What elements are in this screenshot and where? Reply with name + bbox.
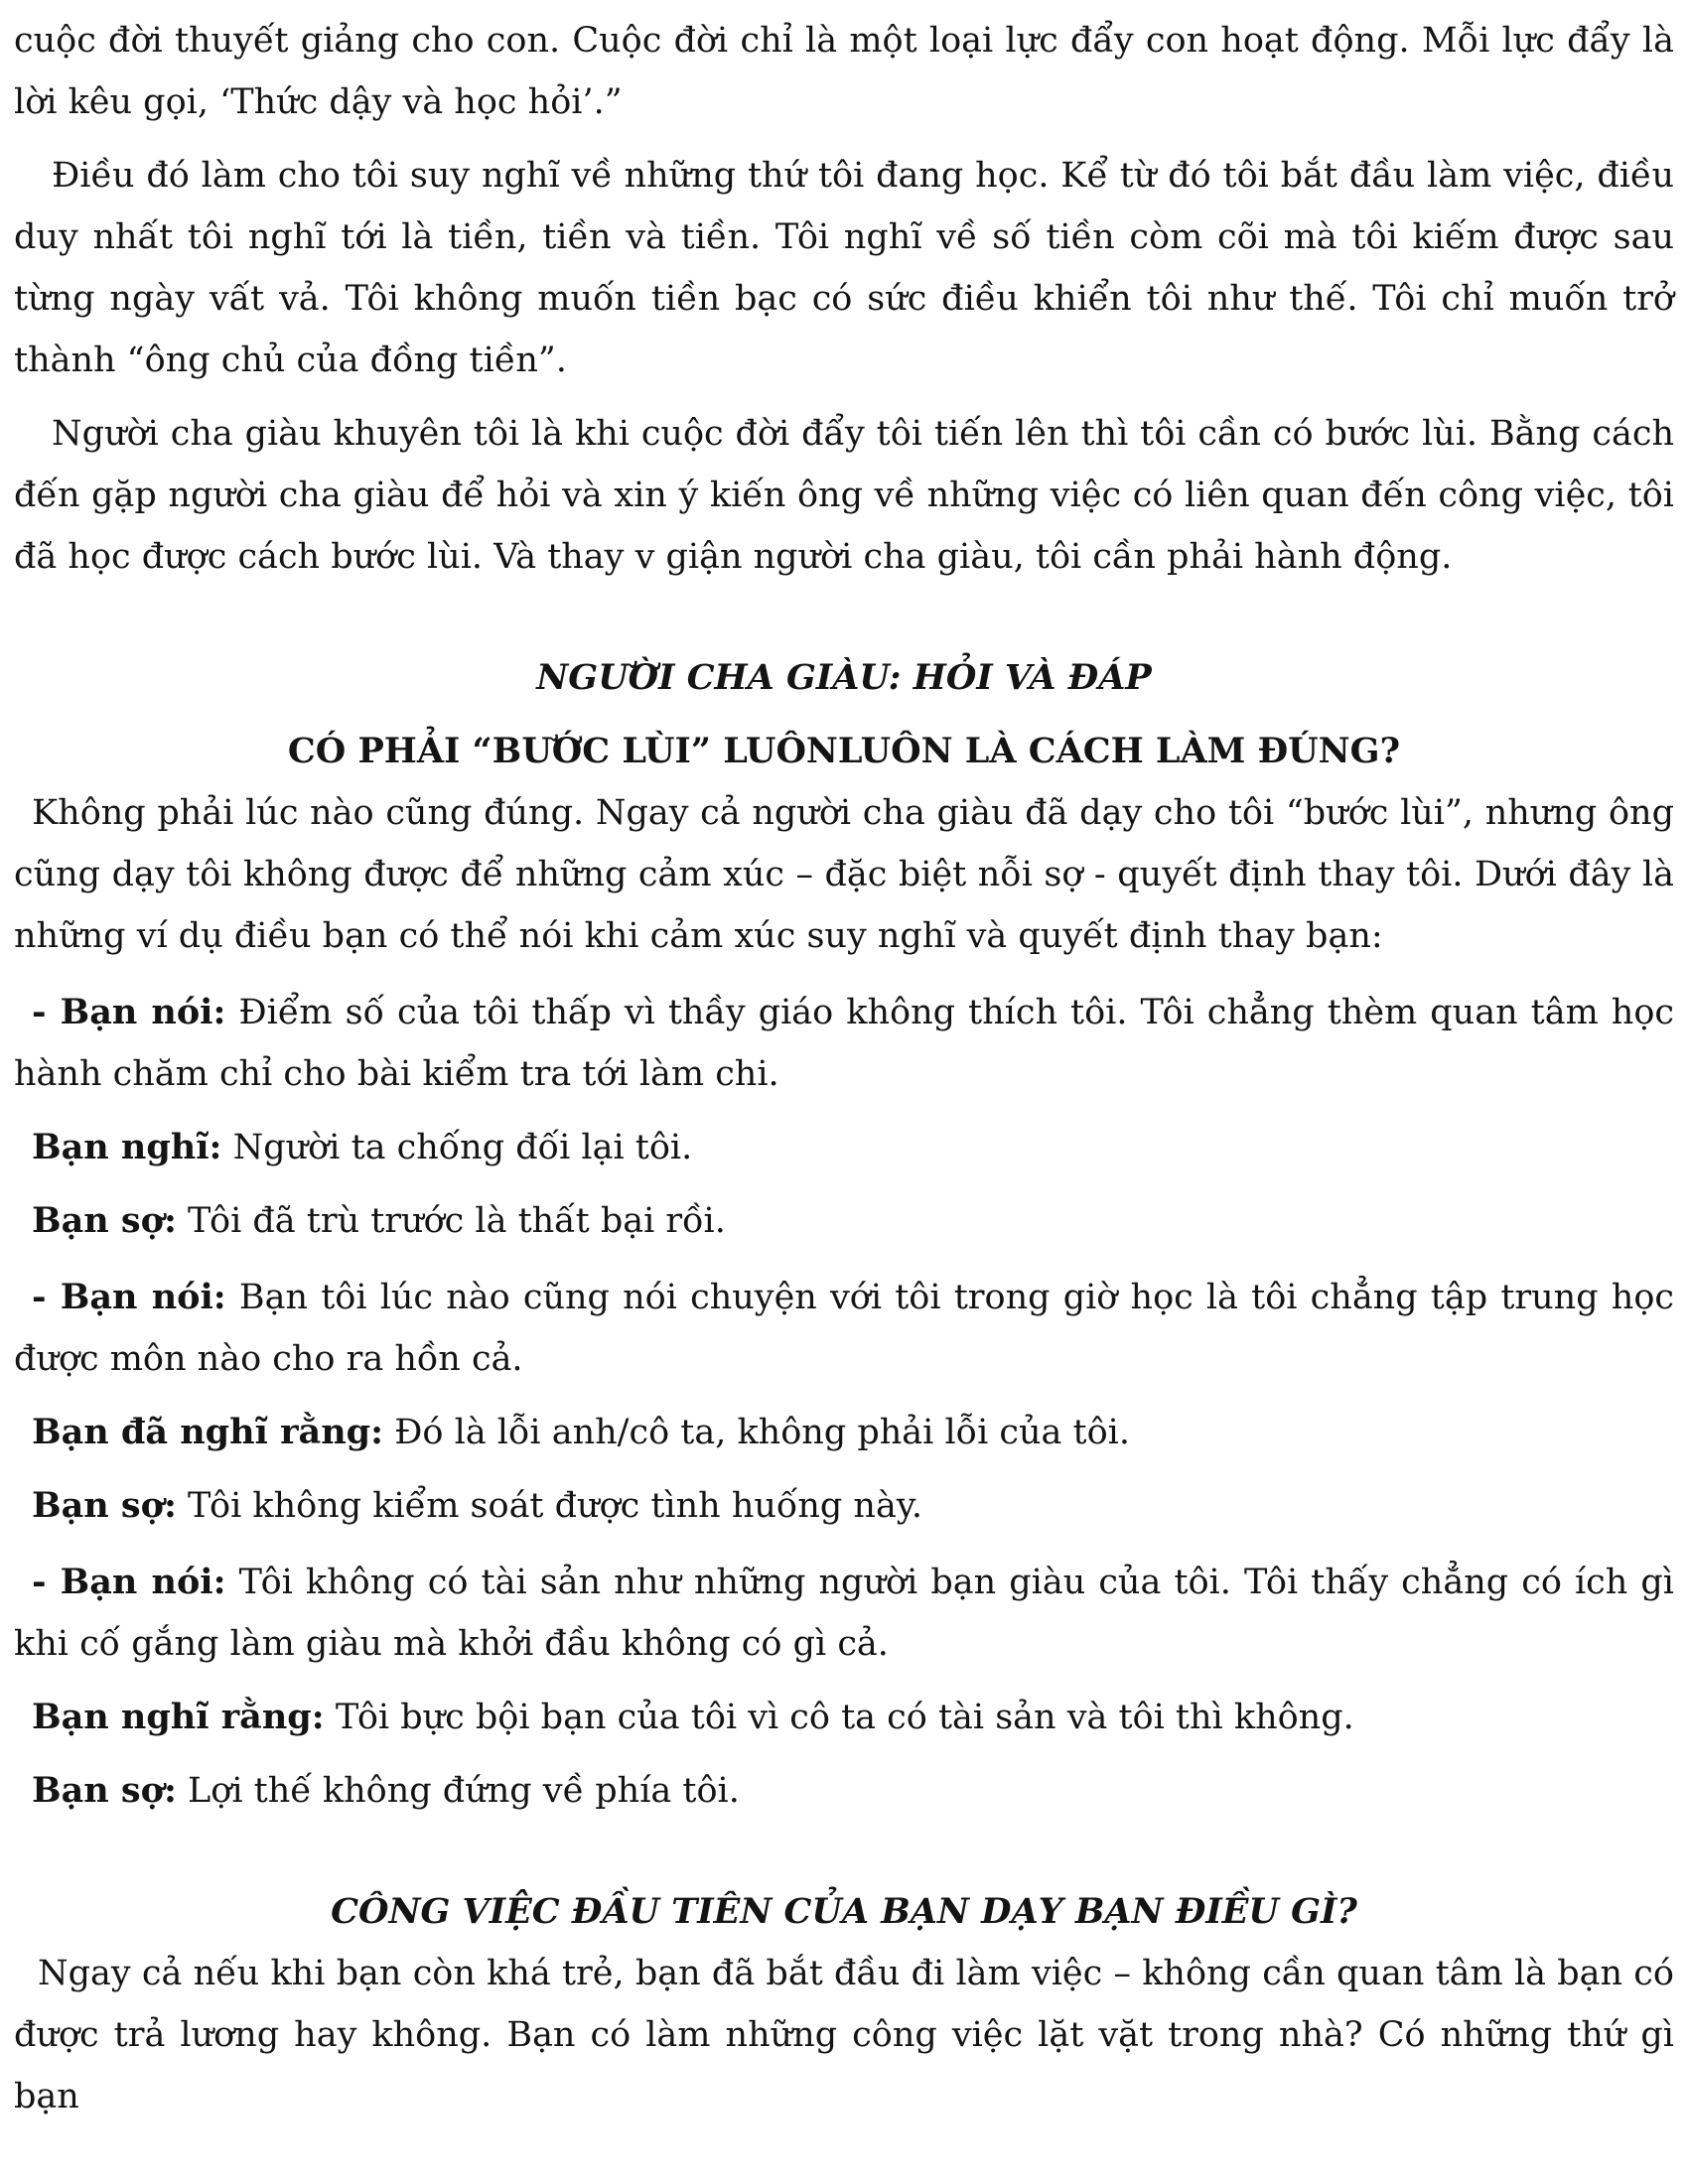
- fear-label: Bạn sợ:: [32, 1770, 177, 1811]
- section-title-qa: NGƯỜI CHA GIÀU: HỎI VÀ ĐÁP: [536, 657, 1152, 698]
- qa-answer-paragraph: Không phải lúc nào cũng đúng. Ngay cả người cha giàu đã dạy cho tôi “bước lùi”, nhưng ông cũng dạy tôi không được để những cảm xúc – đặc biệt nỗi sợ - quyết định thay tôi. Dưới đây là những ví dụ điều bạn có thể nói khi cảm xúc suy nghĩ và quyết định thay bạn:: [14, 793, 1674, 956]
- document-page: [14, 10, 1674, 2127]
- say-text: Điểm số của tôi thấp vì thầy giáo không thích tôi. Tôi chẳng thèm quan tâm học hành chăm chỉ cho bài kiểm tra tới làm chi.: [14, 993, 1674, 1094]
- think-text: Người ta chống đối lại tôi.: [221, 1128, 693, 1167]
- section-question: CÓ PHẢI “BƯỚC LÙI” LUÔNLUÔN LÀ CÁCH LÀM ĐÚNG?: [287, 731, 1401, 771]
- intro-paragraph-3: Người cha giàu khuyên tôi là khi cuộc đời đẩy tôi tiến lên thì tôi cần có bước lùi. Bằng cách đến gặp người cha giàu để hỏi và xin ý kiến ông về những việc có liên quan đến công việc, tôi đã học được cách bước lùi. Và thay v giận người cha giàu, tôi cần phải hành động.: [14, 414, 1674, 577]
- example-2-fear: [14, 1475, 1674, 1537]
- section-title-first-job: CÔNG VIỆC ĐẦU TIÊN CỦA BẠN DẠY BẠN ĐIỀU GÌ?: [331, 1891, 1357, 1932]
- example-2-think: [14, 1402, 1674, 1463]
- example-1-say: [14, 982, 1674, 1105]
- fear-label: Bạn sợ:: [32, 1200, 177, 1241]
- example-1-think: [14, 1117, 1674, 1178]
- example-1-fear: [14, 1190, 1674, 1252]
- say-label: - Bạn nói:: [32, 1562, 226, 1602]
- say-text: Tôi không có tài sản như những người bạn giàu của tôi. Tôi thấy chẳng có ích gì khi cố gắng làm giàu mà khởi đầu không có gì cả.: [14, 1563, 1674, 1664]
- fear-label: Bạn sợ:: [32, 1485, 177, 1526]
- fear-text: Tôi không kiểm soát được tình huống này.: [176, 1486, 923, 1526]
- fear-text: Tôi đã trù trước là thất bại rồi.: [176, 1201, 726, 1241]
- think-label: Bạn đã nghĩ rằng:: [32, 1412, 384, 1452]
- first-job-paragraph: Ngay cả nếu khi bạn còn khá trẻ, bạn đã bắt đầu đi làm việc – không cần quan tâm là bạn có được trả lương hay không. Bạn có làm những công việc lặt vặt trong nhà? Có những thứ gì bạn: [14, 1954, 1674, 2116]
- think-label: Bạn nghĩ rằng:: [32, 1697, 325, 1737]
- example-3-fear: [14, 1760, 1674, 1822]
- say-text: Bạn tôi lúc nào cũng nói chuyện với tôi trong giờ học là tôi chẳng tập trung học được môn nào cho ra hồn cả.: [14, 1278, 1674, 1379]
- fear-text: Lợi thế không đứng về phía tôi.: [176, 1771, 740, 1811]
- say-label: - Bạn nói:: [32, 1277, 226, 1317]
- think-text: Tôi bực bội bạn của tôi vì cô ta có tài sản và tôi thì không.: [324, 1698, 1354, 1737]
- intro-paragraph-2: Điều đó làm cho tôi suy nghĩ về những thứ tôi đang học. Kể từ đó tôi bắt đầu làm việc, điều duy nhất tôi nghĩ tới là tiền, tiền và tiền. Tôi nghĩ về số tiền còm cõi mà tôi kiếm được sau từng ngày vất vả. Tôi không muốn tiền bạc có sức điều khiển tôi như thế. Tôi chỉ muốn trở thành “ông chủ của đồng tiền”.: [14, 156, 1674, 380]
- example-3-say: [14, 1552, 1674, 1675]
- think-label: Bạn nghĩ:: [32, 1127, 222, 1167]
- think-text: Đó là lỗi anh/cô ta, không phải lỗi của tôi.: [383, 1413, 1130, 1452]
- example-3-think: [14, 1687, 1674, 1748]
- say-label: - Bạn nói:: [32, 992, 226, 1032]
- intro-paragraph-1: cuộc đời thuyết giảng cho con. Cuộc đời chỉ là một loại lực đẩy con hoạt động. Mỗi lực đẩy là lời kêu gọi, ‘Thức dậy và học hỏi’.”: [14, 21, 1674, 122]
- example-2-say: [14, 1267, 1674, 1390]
